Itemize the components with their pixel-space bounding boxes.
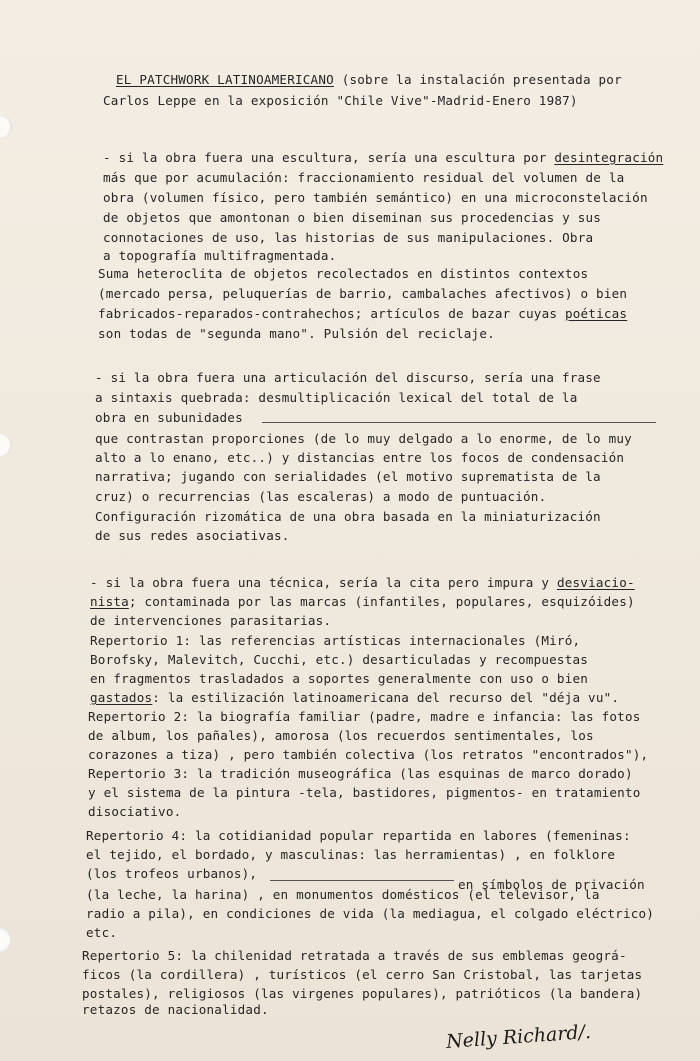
handwritten-signature: Nelly Richard/. [445, 1020, 592, 1054]
title-heading: EL PATCHWORK LATINOAMERICANO [116, 72, 334, 87]
p3-line [90, 594, 635, 610]
p1-line: a topografía multifragmentada. [103, 248, 337, 263]
p2-line: obra en subunidades [95, 410, 243, 425]
p3-line: ficos (la cordillera) , turísticos (el cerro San Cristobal, las tarjetas [82, 967, 643, 982]
p2-line: a sintaxis quebrada: desmultiplicación lexical del total de la [95, 390, 578, 405]
p3-line: el tejido, el bordado, y masculinas: las herramientas) , en folklore [86, 847, 616, 862]
p3-underlined: gastados [90, 690, 153, 705]
p3-line: (la leche, la harina) , en monumentos domésticos (el televisor, la [86, 887, 600, 902]
binder-hole [0, 115, 12, 139]
p3-line: disociativo. [88, 804, 182, 819]
binder-hole [0, 433, 12, 457]
title-rest: (sobre la instalación presentada por [341, 72, 622, 87]
p3-text: - si la obra fuera una técnica, sería la cita pero impura y [90, 575, 557, 590]
p3-line: etc. [86, 925, 118, 940]
p1-line [103, 150, 663, 166]
p3-line: corazones a tiza) , pero también colectiva (los retratos "encontrados"), [88, 747, 649, 762]
title-line-2: Carlos Leppe en la exposición "Chile Vive"-Madrid-Enero 1987) [103, 93, 578, 108]
p3-line: (los trofeos urbanos), [86, 866, 258, 881]
p2-line: Configuración rizomática de una obra basada en la miniaturización [95, 509, 601, 524]
p3-line: de intervenciones parasitarias. [90, 613, 332, 628]
p2-line: alto a lo enano, etc..) y distancias entre los focos de condensación [95, 450, 625, 465]
p1-line: más que por acumulación: fraccionamiento residual del volumen de la [103, 170, 625, 185]
p2-line: - si la obra fuera una articulación del discurso, sería una frase [95, 370, 601, 385]
p3-line: Repertorio 1: las referencias artísticas internacionales (Miró, [90, 633, 581, 648]
p3-line: en fragmentos trasladados a soportes generalmente con uso o bien [90, 671, 589, 686]
p1-line: obra (volumen físico, pero también semántico) en una microconstelación [103, 190, 648, 205]
p1-line: de objetos que amontonan o bien diseminan sus procedencias y sus [103, 210, 602, 225]
p2-line: narrativa; jugando con serialidades (el motivo suprematista de la [95, 469, 601, 484]
p1-line: (mercado persa, peluquerías de barrio, cambalaches afectivos) o bien [98, 286, 628, 301]
p3-line: Repertorio 2: la biografía familiar (padre, madre e infancia: las fotos [88, 709, 641, 724]
p2-line: de sus redes asociativas. [95, 528, 290, 543]
p3-underlined: desviacio- [556, 575, 635, 590]
p3-line: y el sistema de la pintura -tela, bastidores, pigmentos- en tratamiento [88, 785, 641, 800]
p1-underlined: poéticas [564, 306, 628, 321]
document-title [116, 72, 622, 88]
p3-line: Repertorio 5: la chilenidad retratada a través de sus emblemas geográ- [82, 948, 627, 963]
p3-line: de album, los pañales), amorosa (los recuerdos sentimentales, los [88, 728, 594, 743]
p1-line: connotaciones de uso, las historias de sus manipulaciones. Obra [103, 230, 594, 245]
p2-line: cruz) o recurrencias (las escaleras) a modo de puntuación. [95, 489, 547, 504]
p1-line: son todas de "segunda mano". Pulsión del reciclaje. [98, 326, 495, 341]
p3-text: ; contaminada por las marcas (infantiles, populares, esquizóides) [128, 594, 635, 609]
p3-line: radio a pila), en condiciones de vida (la mediagua, el colgado eléctrico) [86, 906, 655, 921]
p3-underlined: nista [90, 594, 129, 609]
p1-text: - si la obra fuera una escultura, sería una escultura por [103, 150, 555, 165]
p1-line: Suma heteroclita de objetos recolectados en distintos contextos [98, 266, 589, 281]
p3-line [90, 690, 619, 706]
binder-hole [0, 928, 12, 952]
p3-line: Borofsky, Malevitch, Cucchi, etc.) desarticuladas y recompuestas [90, 652, 589, 667]
p1-underlined: desintegración [554, 150, 664, 165]
p3-line: en símbolos de privación [458, 877, 645, 892]
p3-line: retazos de nacionalidad. [82, 1002, 269, 1017]
p3-line [90, 575, 635, 591]
p1-text: fabricados-reparados-contrahechos; artículos de bazar cuyas [98, 306, 565, 321]
blank-line [262, 422, 656, 423]
p3-line: postales), religiosos (las virgenes populares), patrióticos (la bandera) [82, 986, 643, 1001]
blank-line [270, 880, 454, 881]
p2-line: que contrastan proporciones (de lo muy delgado a lo enorme, de lo muy [95, 431, 632, 446]
p1-line [98, 306, 627, 322]
p3-text: : la estilización latinoamericana del recurso del "déja vu". [152, 690, 620, 705]
p3-line: Repertorio 3: la tradición museográfica (las esquinas de marco dorado) [88, 766, 633, 781]
p3-line: Repertorio 4: la cotidianidad popular repartida en labores (femeninas: [86, 828, 631, 843]
